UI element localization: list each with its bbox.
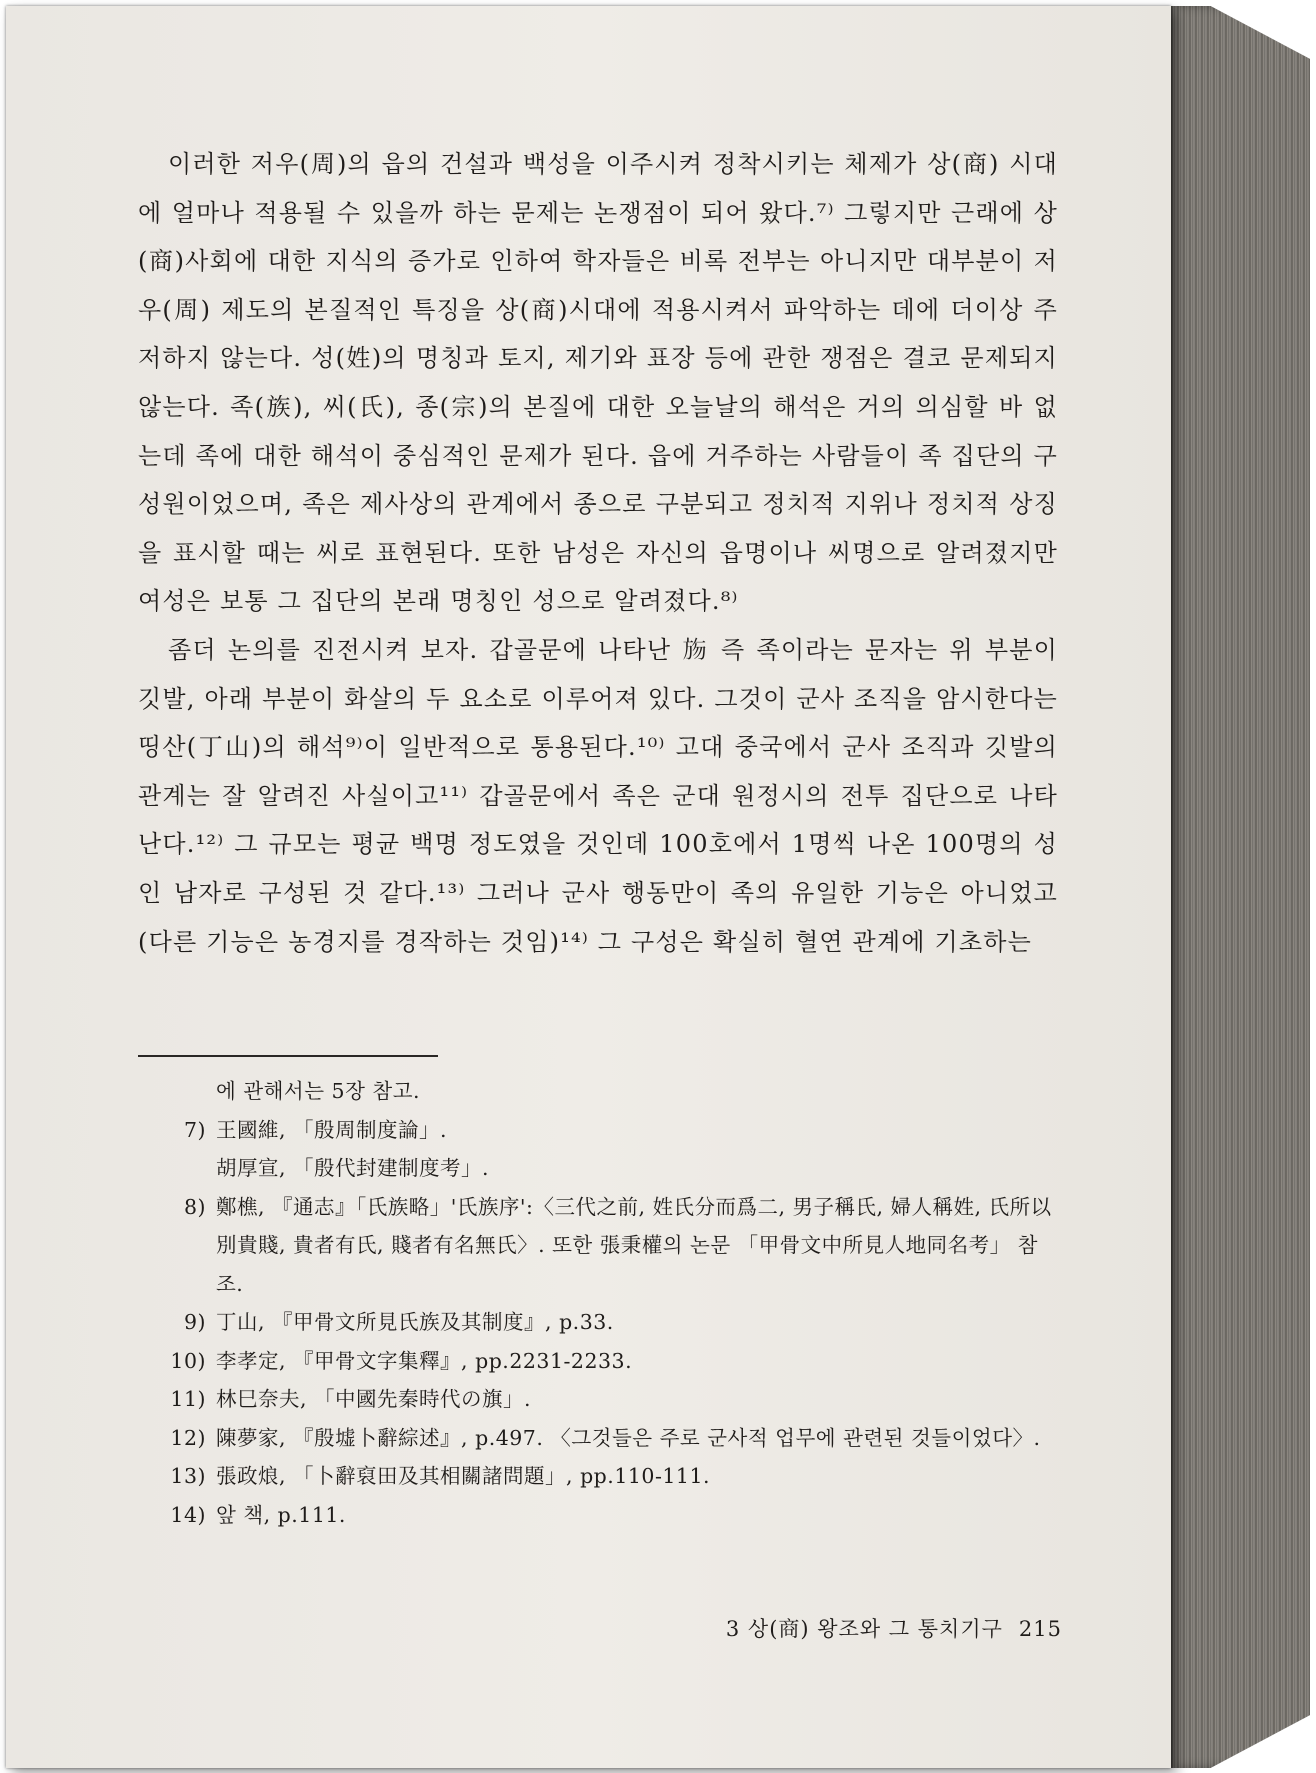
footnote-text: 앞 책, p.111. [216,1502,346,1527]
footnote-9 [160,1303,1060,1342]
footnote-12 [160,1419,1060,1458]
page-number: 215 [1018,1617,1062,1641]
running-footer [632,1613,1062,1643]
body-text [138,140,1058,966]
footnote-divider [138,1055,438,1057]
footnote-text: 李孝定, 『甲骨文字集釋』, pp.2231-2233. [216,1348,633,1373]
footnote-8 [160,1188,1060,1304]
footnote-7 [160,1111,1060,1188]
footnote-number: 7) [183,1117,206,1142]
footnote-14 [160,1496,1060,1535]
footnote-number: 14) [170,1502,206,1527]
footnote-number: 13) [170,1464,206,1488]
footnote-text: 鄭樵, 『通志』「氏族略」'氏族序':〈三代之前, 姓氏分而爲二, 男子稱氏, 婦人稱姓, 氏所以別貴賤, 貴者有氏, 賤者有名無氏〉. 또한 張秉權의 논문 「甲骨文中所見人地同名考」 참조. [216,1194,1052,1296]
footnote-text: 林巳奈夫, 「中國先秦時代の旗」. [216,1387,532,1411]
footnote-text: 陳夢家, 『殷墟卜辭綜述』, p.497. 〈그것들은 주로 군사적 업무에 관련된 것들이었다〉. [216,1425,1041,1450]
paragraph-1: 이러한 저우(周)의 읍의 건설과 백성을 이주시켜 정착시키는 체제가 상(商) 시대에 얼마나 적용될 수 있을까 하는 문제는 논쟁점이 되어 왔다.⁷⁾ 그렇지만 근래에 상(商)사회에 대한 지식의 증가로 인하여 학자들은 비록 전부는 아니지만 대부분이 저우(周) 제도의 본질적인 특징을 상(商)시대에 적용시켜서 파악하는 데에 더이상 주저하지 않는다. 성(姓)의 명칭과 토지, 제기와 표장 등에 관한 쟁점은 결코 문제되지 않는다. 족(族), 씨(氏), 종(宗)의 본질에 대한 오늘날의 해석은 거의 의심할 바 없는데 족에 대한 해석이 중심적인 문제가 된다. 읍에 거주하는 사람들이 족 집단의 구성원이었으며, 족은 제사상의 관계에서 종으로 구분되고 정치적 지위나 정치적 상징을 표시할 때는 씨로 표현된다. 또한 남성은 자신의 읍명이나 씨명으로 알려졌지만 여성은 보통 그 집단의 본래 명칭인 성으로 알려졌다.⁸⁾ [138,150,1058,616]
page-stack-edge [1168,6,1310,1768]
footnote-number: 11) [170,1387,206,1411]
footnote-line: 王國維, 「殷周制度論」. [216,1117,448,1142]
footnote-number: 10) [170,1348,206,1373]
footnote-11 [160,1380,1060,1419]
paragraph-2: 좀더 논의를 진전시켜 보자. 갑골문에 나타난 𣃦 즉 족이라는 문자는 위 부분이 깃발, 아래 부분이 화살의 두 요소로 이루어져 있다. 그것이 군사 조직을 암시한다는 띵산(丁山)의 해석⁹⁾이 일반적으로 통용된다.¹⁰⁾ 고대 중국에서 군사 조직과 깃발의 관계는 잘 알려진 사실이고¹¹⁾ 갑골문에서 족은 군대 원정시의 전투 집단으로 나타난다.¹²⁾ 그 규모는 평균 백명 정도였을 것인데 100호에서 1명씩 나온 100명의 성인 남자로 구성된 것 같다.¹³⁾ 그러나 군사 행동만이 족의 유일한 기능은 아니었고(다른 기능은 농경지를 경작하는 것임)¹⁴⁾ 그 구성은 확실히 혈연 관계에 기초하는 [138,635,1058,956]
footnote-number: 9) [183,1310,206,1334]
footnote-text: 丁山, 『甲骨文所見氏族及其制度』, p.33. [216,1310,614,1334]
footnote-number: 12) [170,1425,206,1450]
footnote-number: 8) [183,1194,206,1219]
footnote-continuation: 에 관해서는 5장 참고. [216,1079,421,1103]
footnote-13 [160,1457,1060,1496]
footnote-text: 張政烺, 「卜辭裒田及其相關諸問題」, pp.110-111. [216,1464,711,1488]
footnotes [160,1072,1060,1534]
footnote-line: 胡厚宣, 「殷代封建制度考」. [216,1156,490,1180]
footnote-10 [160,1342,1060,1381]
chapter-title: 3 상(商) 왕조와 그 통치기구 [725,1617,1003,1641]
